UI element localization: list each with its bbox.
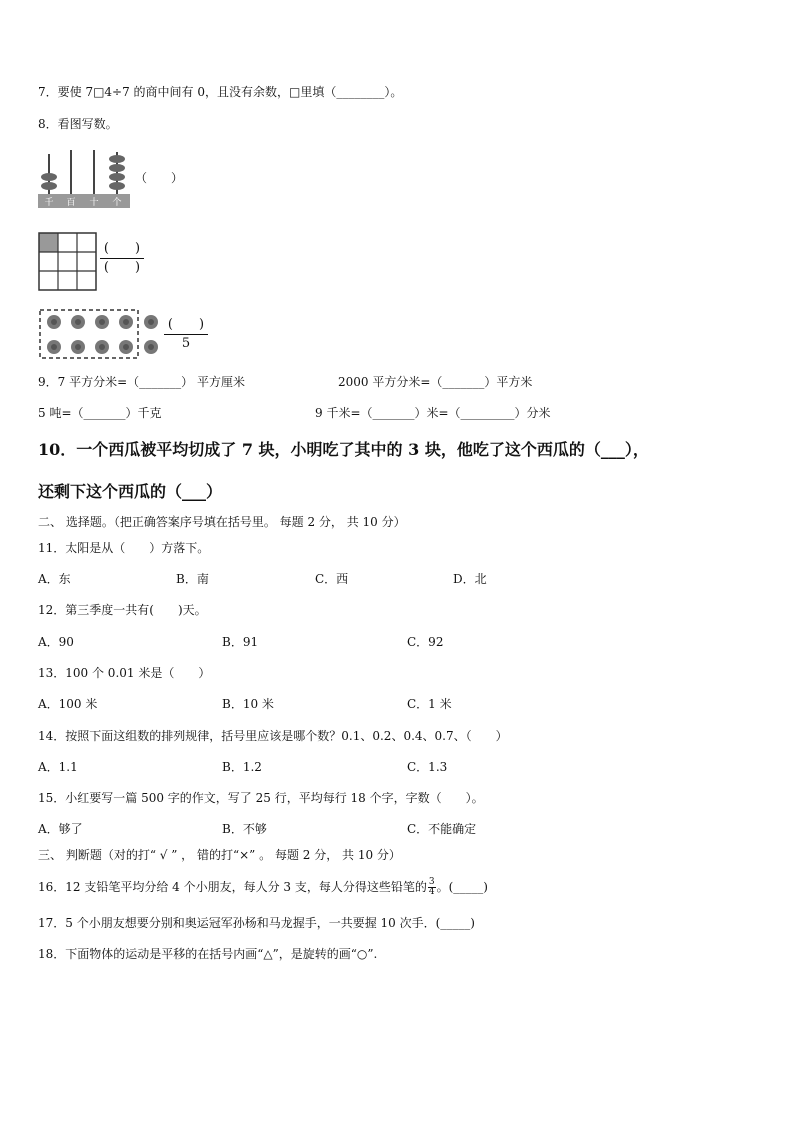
q12-option-c[interactable]: C．92 [407, 635, 444, 649]
q12-option-b[interactable]: B．91 [222, 635, 259, 649]
question-16-text: 16．12 支铅笔平均分给 4 个小朋友，每人分 3 支，每人分得这些铅笔的 [38, 880, 427, 894]
question-17: 17．5 个小朋友想要分别和奥运冠军孙杨和马龙握手，一共要握 10 次手．(_____) [38, 916, 475, 930]
q13-option-a[interactable]: A．100 米 [38, 697, 98, 711]
question-9d: 9 千米=（_______）米=（_________）分米 [315, 406, 551, 420]
question-18: 18．下面物体的运动是平移的在括号内画“△”，是旋转的画“○”. [38, 947, 378, 961]
question-14: 14．按照下面这组数的排列规律，括号里应该是哪个数？0.1、0.2、0.4、0.7、（ ） [38, 729, 508, 743]
question-15: 15．小红要写一篇 500 字的作文，写了 25 行，平均每行 18 个字，字数（ ）。 [38, 791, 484, 805]
dots-fraction[interactable] [164, 316, 208, 353]
question-9a: 9．7 平方分米=（_______） 平方厘米 [38, 375, 245, 389]
grid-fraction-numerator: ( ) [103, 241, 141, 256]
q15-option-a[interactable]: A．够了 [38, 822, 83, 836]
grid-fraction[interactable] [100, 240, 144, 277]
abacus-label-thousands: 千 [44, 198, 54, 208]
question-16 [38, 876, 488, 898]
dots-fraction-numerator: ( ) [167, 317, 205, 332]
q13-option-c[interactable]: C．1 米 [407, 697, 452, 711]
section-2-heading: 二、 选择题。（把正确答案序号填在括号里。 每题 2 分， 共 10 分） [38, 515, 406, 529]
q13-option-b[interactable]: B．10 米 [222, 697, 274, 711]
grid-image [38, 232, 98, 292]
question-8: 8．看图写数。 [38, 117, 118, 131]
question-16-blank[interactable]: 。(_____) [436, 880, 488, 894]
q11-option-c[interactable]: C．西 [315, 572, 349, 586]
abacus-label-hundreds: 百 [66, 198, 76, 208]
q11-option-d[interactable]: D．北 [453, 572, 487, 586]
fraction-denominator: 4 [428, 887, 435, 897]
dots-image [38, 308, 162, 362]
question-13: 13．100 个 0.01 米是（ ） [38, 666, 211, 680]
q14-option-a[interactable]: A．1.1 [38, 760, 78, 774]
q15-option-c[interactable]: C．不能确定 [407, 822, 477, 836]
question-10-line2: 还剩下这个西瓜的（___） [38, 482, 223, 501]
q11-option-a[interactable]: A．东 [38, 572, 71, 586]
q11-option-b[interactable]: B．南 [176, 572, 209, 586]
section-3-heading: 三、 判断题（对的打“ √ ” ， 错的打“×” 。 每题 2 分， 共 10 分） [38, 848, 401, 862]
q14-option-b[interactable]: B．1.2 [222, 760, 262, 774]
q14-option-c[interactable]: C．1.3 [407, 760, 448, 774]
question-12: 12．第三季度一共有( )天。 [38, 603, 207, 617]
abacus-image [38, 148, 130, 212]
abacus-label-tens: 十 [89, 198, 99, 208]
question-9c: 5 吨=（_______）千克 [38, 406, 162, 420]
question-10-line1: 10．一个西瓜被平均切成了 7 块，小明吃了其中的 3 块，他吃了这个西瓜的（___）， [38, 440, 649, 459]
question-9b: 2000 平方分米=（_______）平方米 [338, 375, 533, 389]
q15-option-b[interactable]: B．不够 [222, 822, 267, 836]
abacus-label-ones: 个 [112, 198, 122, 208]
abacus-answer-blank[interactable]: （ ） [135, 171, 184, 185]
question-11: 11．太阳是从（ ）方落下。 [38, 541, 210, 555]
question-7: 7．要使 7□4÷7 的商中间有 0，且没有余数，□里填（________）。 [38, 85, 403, 99]
grid-fraction-denominator: ( ) [103, 260, 141, 275]
q12-option-a[interactable]: A．90 [38, 635, 74, 649]
fraction-numerator: 3 [428, 877, 435, 887]
dots-fraction-denominator: 5 [181, 336, 191, 351]
fraction-three-quarters [428, 878, 436, 897]
